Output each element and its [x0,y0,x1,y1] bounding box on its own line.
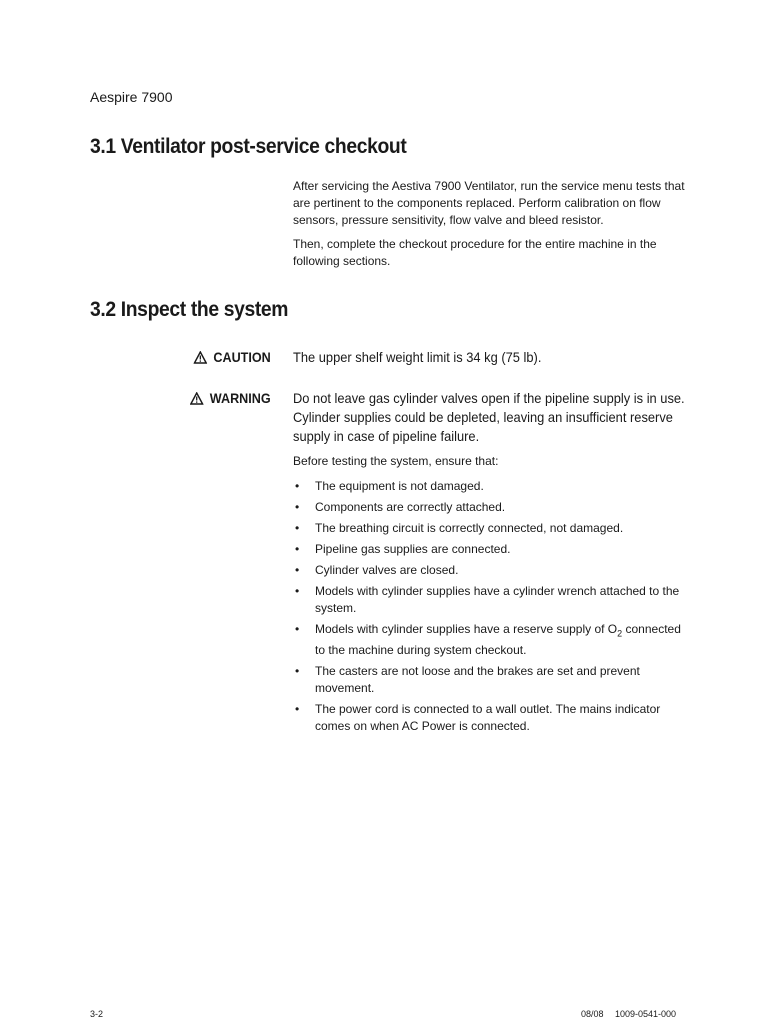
list-item-text: The equipment is not damaged. [315,479,484,493]
checklist-section [293,453,688,739]
warning-triangle-icon [190,392,204,405]
warning-notice [293,389,688,446]
list-item [293,541,688,558]
subscript-2: 2 [617,628,623,639]
list-item [293,663,688,697]
bullet: • [295,521,300,535]
warning-triangle-icon [194,351,208,364]
bullet: • [295,584,300,598]
list-item-text: Models with cylinder supplies have a cylinder wrench attached to the system. [315,584,680,615]
warning-text: Do not leave gas cylinder valves open if the pipeline supply is in use. Cylinder supplies could be depleted, leaving an insufficient reserve supply in case of pipeline failure. [293,390,685,444]
footer-page-number: 3-2 [90,1009,104,1019]
list-item-text: Cylinder valves are closed. [315,563,459,577]
caution-text: The upper shelf weight limit is 34 kg (75 lb). [293,349,542,365]
list-item-text: Pipeline gas supplies are connected. [315,542,511,556]
caution-label [194,349,271,365]
bullet: • [295,542,300,556]
list-item-text-o2 [315,622,681,657]
warning-label-text: WARNING [210,390,271,406]
checklist-intro: Before testing the system, ensure that: [293,454,499,468]
bullet: • [295,622,300,636]
list-item-text: Components are correctly attached. [315,500,506,514]
section-3-1-paragraph-2: Then, complete the checkout procedure for the entire machine in the following sections. [293,237,657,268]
bullet: • [295,702,300,717]
caution-label-text: CAUTION [213,349,271,365]
bullet: • [295,563,300,577]
checklist [293,478,688,735]
bullet: • [295,500,300,514]
list-item [293,520,688,537]
running-header: Aespire 7900 [90,89,173,105]
footer-date: 08/08 [581,1009,604,1019]
list-item [293,701,688,735]
list-item [293,583,688,617]
list-item [293,562,688,579]
section-3-1-paragraph-1: After servicing the Aestiva 7900 Ventilator, run the service menu tests that are pertinent to the components replaced. Perform calibration on flow sensors, pressure sensitivity, flow valve and bleed resistor. [293,179,685,227]
list-item-text: The power cord is connected to a wall outlet. The mains indicator comes on when AC Power is connected. [315,702,661,734]
list-item-text: The breathing circuit is correctly connected, not damaged. [315,521,624,535]
list-item-text-part: Models with cylinder supplies have a reserve supply of O [315,622,618,636]
section-3-1-heading: 3.1 Ventilator post-service checkout [90,135,407,158]
section-3-2-heading: 3.2 Inspect the system [90,298,289,321]
footer-doc-number: 1009-0541-000 [615,1009,677,1019]
list-item-text: The casters are not loose and the brakes are set and prevent movement. [315,664,640,696]
bullet: • [295,479,300,493]
list-item [293,478,688,495]
section-3-1-body [293,178,688,270]
caution-notice [293,348,688,367]
list-item-text-part: connected to the machine during system checkout. [315,622,681,658]
list-item [293,621,688,659]
warning-label [190,390,271,406]
bullet: • [295,664,300,679]
list-item [293,499,688,516]
